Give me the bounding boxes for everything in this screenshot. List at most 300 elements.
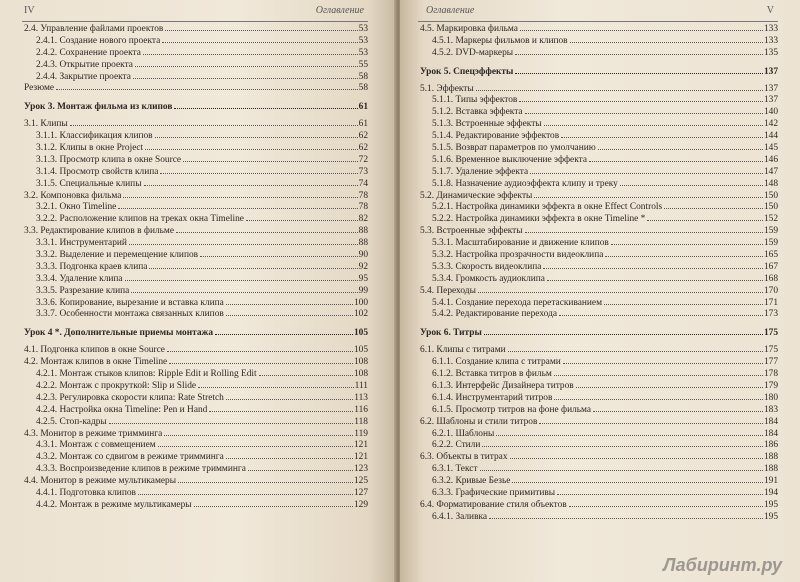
toc-entry bbox=[22, 298, 368, 310]
toc-entry bbox=[418, 262, 778, 274]
toc-entry-title: 6.3.1. Текст bbox=[432, 464, 478, 475]
left-toc-list bbox=[22, 24, 368, 512]
toc-entry-title: 3.1.4. Просмотр свойств клипа bbox=[36, 166, 159, 177]
toc-leader-dots bbox=[70, 125, 358, 126]
toc-leader-dots bbox=[174, 108, 357, 109]
toc-page-number: 116 bbox=[354, 404, 368, 415]
toc-page-number: 113 bbox=[354, 392, 368, 403]
toc-entry bbox=[418, 107, 778, 119]
toc-leader-dots bbox=[593, 411, 763, 412]
toc-leader-dots bbox=[543, 268, 763, 269]
left-running-title: Оглавление bbox=[315, 5, 364, 16]
toc-entry-title: Урок 4 *. Дополнительные приемы монтажа bbox=[24, 328, 214, 339]
toc-leader-dots bbox=[611, 244, 763, 245]
toc-entry-title: 4.2.1. Монтаж стыков клипов: Ripple Edit и Rolling Edit bbox=[36, 369, 257, 380]
toc-leader-dots bbox=[554, 375, 763, 376]
toc-page-number: 129 bbox=[353, 499, 368, 510]
toc-leader-dots bbox=[178, 482, 353, 483]
toc-entry bbox=[22, 167, 368, 179]
toc-page-number: 142 bbox=[763, 119, 778, 130]
toc-entry bbox=[418, 476, 778, 488]
toc-page-number: 133 bbox=[763, 35, 778, 46]
toc-leader-dots bbox=[183, 161, 358, 162]
toc-entry bbox=[418, 155, 778, 167]
toc-leader-dots bbox=[476, 90, 763, 91]
toc-entry bbox=[22, 202, 368, 214]
toc-page-number: 99 bbox=[358, 285, 368, 296]
toc-leader-dots bbox=[539, 423, 763, 424]
toc-entry-title: 3.1.2. Клипы в окне Project bbox=[36, 143, 144, 154]
toc-page-number: 148 bbox=[763, 178, 778, 189]
toc-page-number: 123 bbox=[353, 464, 368, 475]
toc-entry bbox=[418, 95, 778, 107]
toc-page-number: 53 bbox=[358, 47, 368, 58]
toc-leader-dots bbox=[605, 256, 763, 257]
toc-entry-title: 3.1.1. Классификация клипов bbox=[36, 131, 153, 142]
toc-leader-dots bbox=[561, 137, 763, 138]
toc-leader-dots bbox=[664, 208, 763, 209]
toc-leader-dots bbox=[484, 334, 763, 335]
toc-page-number: 170 bbox=[763, 285, 778, 296]
toc-entry bbox=[418, 202, 778, 214]
toc-entry bbox=[22, 393, 368, 405]
toc-entry bbox=[418, 357, 778, 369]
toc-leader-dots bbox=[144, 185, 358, 186]
toc-page-number: 165 bbox=[763, 250, 778, 261]
toc-entry-title: 5.1.4. Редактирование эффектов bbox=[432, 131, 560, 142]
toc-entry bbox=[22, 286, 368, 298]
toc-lesson-entry bbox=[418, 328, 778, 340]
toc-leader-dots bbox=[525, 113, 763, 114]
toc-page-number: 177 bbox=[763, 357, 778, 368]
toc-entry bbox=[418, 405, 778, 417]
toc-entry-title: 5.2.1. Настройка динамики эффекта в окне Effect Controls bbox=[432, 202, 663, 213]
toc-entry-title: 3.3.7. Особенности монтажа связанных клипов bbox=[36, 309, 224, 320]
toc-entry bbox=[22, 357, 368, 369]
toc-entry bbox=[418, 214, 778, 226]
toc-entry-title: 2.4.3. Открытие проекта bbox=[36, 59, 133, 70]
toc-entry-title: 5.1.3. Встроенные эффекты bbox=[432, 119, 542, 130]
toc-entry bbox=[22, 179, 368, 191]
toc-entry bbox=[418, 298, 778, 310]
toc-page-number: 137 bbox=[763, 95, 778, 106]
toc-page-number: 137 bbox=[763, 83, 778, 94]
toc-entry-title: 6.4. Форматирование стиля объектов bbox=[420, 499, 567, 510]
toc-entry bbox=[418, 464, 778, 476]
toc-entry bbox=[418, 381, 778, 393]
toc-leader-dots bbox=[246, 220, 358, 221]
toc-leader-dots bbox=[563, 363, 763, 364]
toc-entry bbox=[22, 83, 368, 95]
toc-entry-title: 2.4.2. Сохранение проекта bbox=[36, 47, 141, 58]
toc-entry-title: 5.1. Эффекты bbox=[420, 83, 474, 94]
toc-page-number: 173 bbox=[763, 309, 778, 320]
toc-leader-dots bbox=[129, 244, 358, 245]
toc-entry-title: 5.3. Встроенные эффекты bbox=[420, 226, 523, 237]
toc-entry bbox=[418, 393, 778, 405]
toc-entry-title: 5.1.6. Временное выключение эффекта bbox=[432, 154, 588, 165]
toc-page-number: 119 bbox=[354, 428, 368, 439]
toc-page-number: 150 bbox=[763, 190, 778, 201]
toc-leader-dots bbox=[515, 54, 763, 55]
toc-entry bbox=[418, 36, 778, 48]
left-header-rule bbox=[22, 21, 368, 22]
toc-leader-dots bbox=[133, 78, 358, 79]
toc-page-number: 137 bbox=[763, 66, 778, 77]
toc-entry bbox=[22, 464, 368, 476]
toc-leader-dots bbox=[123, 197, 357, 198]
toc-entry bbox=[418, 143, 778, 155]
toc-leader-dots bbox=[496, 435, 763, 436]
toc-page-number: 159 bbox=[763, 238, 778, 249]
left-running-head bbox=[22, 0, 368, 24]
toc-entry bbox=[22, 214, 368, 226]
toc-page-number: 55 bbox=[358, 59, 368, 70]
left-page-number: IV bbox=[24, 5, 35, 16]
toc-entry-title: 4.2.2. Монтаж с прокруткой: Slip и Slide bbox=[36, 380, 197, 391]
toc-entry-title: 4.2.5. Стоп-кадры bbox=[36, 416, 107, 427]
toc-entry bbox=[22, 369, 368, 381]
toc-entry bbox=[418, 179, 778, 191]
toc-leader-dots bbox=[56, 89, 358, 90]
toc-entry bbox=[418, 226, 778, 238]
toc-page-number: 105 bbox=[353, 328, 368, 339]
toc-page-number: 105 bbox=[353, 345, 368, 356]
toc-leader-dots bbox=[143, 54, 358, 55]
toc-leader-dots bbox=[482, 446, 763, 447]
toc-entry-title: 4.3.2. Монтаж со сдвигом в режиме тримминга bbox=[36, 452, 224, 463]
toc-entry bbox=[418, 191, 778, 203]
toc-entry bbox=[22, 345, 368, 357]
toc-entry-title: 3.3.1. Инструментарий bbox=[36, 238, 127, 249]
toc-page-number: 140 bbox=[763, 107, 778, 118]
toc-entry-title: Резюме bbox=[24, 83, 55, 94]
toc-entry bbox=[22, 440, 368, 452]
right-running-head bbox=[418, 0, 778, 24]
toc-leader-dots bbox=[145, 149, 357, 150]
toc-leader-dots bbox=[131, 292, 357, 293]
toc-entry bbox=[22, 143, 368, 155]
toc-entry-title: 6.2. Шаблоны и стили титров bbox=[420, 416, 538, 427]
toc-entry bbox=[418, 309, 778, 321]
toc-entry-title: 6.1.4. Инструментарий титров bbox=[432, 392, 553, 403]
toc-entry bbox=[418, 452, 778, 464]
toc-entry bbox=[22, 60, 368, 72]
toc-entry bbox=[22, 381, 368, 393]
toc-page-number: 186 bbox=[763, 440, 778, 451]
toc-entry-title: 3.3.6. Копирование, вырезание и вставка клипа bbox=[36, 297, 224, 308]
right-page-number: V bbox=[766, 5, 774, 16]
toc-page-number: 195 bbox=[763, 499, 778, 510]
toc-entry-title: 3.3.3. Подгонка краев клипа bbox=[36, 261, 148, 272]
toc-leader-dots bbox=[198, 387, 354, 388]
toc-leader-dots bbox=[176, 232, 358, 233]
toc-leader-dots bbox=[544, 125, 763, 126]
toc-entry bbox=[22, 238, 368, 250]
toc-leader-dots bbox=[604, 304, 763, 305]
toc-page-number: 118 bbox=[354, 416, 368, 427]
left-page bbox=[0, 0, 396, 582]
toc-leader-dots bbox=[480, 470, 763, 471]
toc-entry bbox=[22, 250, 368, 262]
toc-entry bbox=[418, 369, 778, 381]
toc-leader-dots bbox=[167, 351, 353, 352]
toc-entry-title: 5.1.5. Возврат параметров по умолчанию bbox=[432, 143, 596, 154]
right-toc-list bbox=[418, 24, 778, 524]
toc-page-number: 180 bbox=[763, 392, 778, 403]
toc-leader-dots bbox=[547, 280, 763, 281]
toc-page-number: 58 bbox=[358, 83, 368, 94]
toc-entry bbox=[22, 417, 368, 429]
toc-page-number: 53 bbox=[358, 24, 368, 34]
toc-page-number: 102 bbox=[353, 309, 368, 320]
toc-leader-dots bbox=[200, 256, 358, 257]
toc-leader-dots bbox=[138, 494, 353, 495]
toc-leader-dots bbox=[149, 268, 357, 269]
toc-entry-title: 5.2. Динамические эффекты bbox=[420, 190, 533, 201]
toc-entry-title: 2.4.4. Закрытие проекта bbox=[36, 71, 131, 82]
toc-leader-dots bbox=[478, 292, 763, 293]
toc-page-number: 90 bbox=[358, 250, 368, 261]
toc-leader-dots bbox=[226, 304, 353, 305]
toc-entry bbox=[22, 226, 368, 238]
toc-entry bbox=[418, 167, 778, 179]
toc-entry-title: 5.1.7. Удаление эффекта bbox=[432, 166, 529, 177]
watermark-logo: Лабиринт.ру bbox=[663, 555, 782, 575]
toc-entry bbox=[418, 24, 778, 36]
toc-leader-dots bbox=[510, 458, 763, 459]
toc-page-number: 88 bbox=[358, 226, 368, 237]
toc-entry-title: 4.2.4. Настройка окна Timeline: Pen и Hand bbox=[36, 404, 208, 415]
toc-entry bbox=[418, 440, 778, 452]
toc-page-number: 194 bbox=[763, 487, 778, 498]
toc-entry-title: 6.3. Объекты в титрах bbox=[420, 452, 508, 463]
toc-leader-dots bbox=[525, 232, 763, 233]
toc-entry bbox=[418, 417, 778, 429]
toc-page-number: 144 bbox=[763, 131, 778, 142]
toc-leader-dots bbox=[576, 387, 763, 388]
toc-page-number: 61 bbox=[358, 119, 368, 130]
toc-page-number: 171 bbox=[763, 297, 778, 308]
toc-entry bbox=[418, 238, 778, 250]
toc-entry bbox=[418, 48, 778, 60]
toc-entry-title: 3.2.2. Расположение клипов на треках окна Timeline bbox=[36, 214, 244, 225]
toc-entry-title: 6.1.3. Интерфейс Дизайнера титров bbox=[432, 380, 574, 391]
toc-page-number: 62 bbox=[358, 143, 368, 154]
toc-entry bbox=[418, 250, 778, 262]
toc-entry bbox=[22, 500, 368, 512]
toc-leader-dots bbox=[554, 399, 763, 400]
toc-page-number: 167 bbox=[763, 261, 778, 272]
toc-entry bbox=[418, 286, 778, 298]
toc-leader-dots bbox=[598, 149, 763, 150]
toc-page-number: 147 bbox=[763, 166, 778, 177]
toc-entry-title: 4.5.1. Маркеры фильмов и клипов bbox=[432, 35, 568, 46]
toc-page-number: 61 bbox=[358, 102, 368, 113]
toc-leader-dots bbox=[109, 423, 354, 424]
toc-entry bbox=[22, 405, 368, 417]
toc-page-number: 95 bbox=[358, 273, 368, 284]
toc-entry-title: 4.3. Монитор в режиме тримминга bbox=[24, 428, 163, 439]
toc-page-number: 159 bbox=[763, 226, 778, 237]
toc-entry-title: 3.2.1. Окно Timeline bbox=[36, 202, 117, 213]
toc-leader-dots bbox=[489, 518, 763, 519]
toc-entry bbox=[22, 191, 368, 203]
toc-leader-dots bbox=[226, 315, 353, 316]
toc-page-number: 78 bbox=[358, 202, 368, 213]
toc-entry-title: 5.2.2. Настройка динамики эффекта в окне Timeline * bbox=[432, 214, 646, 225]
toc-entry-title: 6.1.5. Просмотр титров на фоне фильма bbox=[432, 404, 592, 415]
toc-page-number: 184 bbox=[763, 428, 778, 439]
toc-page-number: 133 bbox=[763, 24, 778, 34]
toc-entry-title: 3.1.3. Просмотр клипа в окне Source bbox=[36, 154, 182, 165]
toc-leader-dots bbox=[557, 494, 763, 495]
toc-entry-title: 4.2.3. Регулировка скорости клипа: Rate Stretch bbox=[36, 392, 224, 403]
toc-entry-title: 3.3.5. Разрезание клипа bbox=[36, 285, 130, 296]
toc-lesson-entry bbox=[22, 328, 368, 340]
toc-entry bbox=[22, 24, 368, 36]
toc-entry-title: 5.4.2. Редактирование перехода bbox=[432, 309, 557, 320]
toc-entry-title: 6.1.2. Вставка титров в фильм bbox=[432, 369, 552, 380]
toc-page-number: 179 bbox=[763, 380, 778, 391]
toc-leader-dots bbox=[209, 411, 353, 412]
toc-page-number: 72 bbox=[358, 154, 368, 165]
toc-entry bbox=[22, 488, 368, 500]
toc-entry-title: 4.2. Монтаж клипов в окне Timeline bbox=[24, 357, 168, 368]
toc-page-number: 78 bbox=[358, 190, 368, 201]
toc-leader-dots bbox=[194, 506, 353, 507]
toc-entry-title: 5.3.1. Масштабирование и движение клипов bbox=[432, 238, 609, 249]
toc-page-number: 121 bbox=[353, 440, 368, 451]
toc-entry-title: Урок 5. Спецэффекты bbox=[420, 66, 514, 77]
toc-leader-dots bbox=[160, 173, 357, 174]
toc-lesson-entry bbox=[418, 67, 778, 79]
toc-entry bbox=[22, 131, 368, 143]
toc-entry-title: 4.4. Монитор в режиме мультикамеры bbox=[24, 476, 177, 487]
toc-page-number: 145 bbox=[763, 143, 778, 154]
toc-page-number: 58 bbox=[358, 71, 368, 82]
toc-entry-title: 3.3. Редактирование клипов в фильме bbox=[24, 226, 175, 237]
toc-entry bbox=[22, 72, 368, 84]
toc-entry-title: 5.1.8. Назначение аудиоэффекта клипу и треку bbox=[432, 178, 618, 189]
toc-entry-title: 5.3.3. Скорость видеоклипа bbox=[432, 261, 542, 272]
toc-entry bbox=[22, 155, 368, 167]
toc-entry-title: 5.4.1. Создание перехода перетаскиванием bbox=[432, 297, 603, 308]
toc-page-number: 125 bbox=[353, 476, 368, 487]
toc-entry-title: 6.3.3. Графические примитивы bbox=[432, 487, 556, 498]
toc-entry-title: 6.2.1. Шаблоны bbox=[432, 428, 495, 439]
toc-leader-dots bbox=[520, 30, 763, 31]
toc-page-number: 168 bbox=[763, 273, 778, 284]
toc-entry-title: 4.4.2. Монтаж в режиме мультикамеры bbox=[36, 499, 192, 510]
toc-leader-dots bbox=[519, 101, 763, 102]
right-running-title: Оглавление bbox=[426, 5, 475, 16]
toc-entry-title: 3.1.5. Специальные клипы bbox=[36, 178, 142, 189]
toc-page-number: 188 bbox=[763, 452, 778, 463]
toc-entry-title: 5.3.2. Настройка прозрачности видеоклипа bbox=[432, 250, 604, 261]
toc-page-number: 100 bbox=[353, 297, 368, 308]
toc-entry bbox=[418, 345, 778, 357]
toc-entry-title: 5.1.2. Вставка эффекта bbox=[432, 107, 523, 118]
toc-entry bbox=[22, 452, 368, 464]
toc-leader-dots bbox=[248, 470, 353, 471]
toc-page-number: 127 bbox=[353, 487, 368, 498]
toc-page-number: 73 bbox=[358, 166, 368, 177]
toc-leader-dots bbox=[125, 280, 358, 281]
toc-leader-dots bbox=[158, 446, 353, 447]
toc-page-number: 191 bbox=[763, 476, 778, 487]
toc-entry bbox=[418, 119, 778, 131]
toc-page-number: 152 bbox=[763, 214, 778, 225]
toc-page-number: 111 bbox=[354, 380, 368, 391]
toc-leader-dots bbox=[165, 30, 357, 31]
toc-entry-title: 3.2. Компоновка фильма bbox=[24, 190, 122, 201]
toc-page-number: 188 bbox=[763, 464, 778, 475]
toc-entry-title: 4.3.3. Воспроизведение клипов в режиме тримминга bbox=[36, 464, 246, 475]
toc-entry-title: 6.3.2. Кривые Безье bbox=[432, 476, 511, 487]
toc-leader-dots bbox=[569, 506, 763, 507]
toc-page-number: 178 bbox=[763, 369, 778, 380]
toc-entry-title: 4.5.2. DVD-маркеры bbox=[432, 47, 514, 58]
toc-entry-title: 2.4. Управление файлами проектов bbox=[24, 24, 164, 34]
toc-entry-title: 5.4. Переходы bbox=[420, 285, 476, 296]
toc-leader-dots bbox=[118, 208, 357, 209]
toc-leader-dots bbox=[512, 482, 763, 483]
toc-page-number: 195 bbox=[763, 511, 778, 522]
toc-entry bbox=[22, 309, 368, 321]
toc-entry-title: 3.3.4. Удаление клипа bbox=[36, 273, 123, 284]
toc-page-number: 62 bbox=[358, 131, 368, 142]
toc-leader-dots bbox=[534, 197, 763, 198]
toc-entry bbox=[22, 119, 368, 131]
toc-leader-dots bbox=[135, 66, 358, 67]
toc-entry bbox=[22, 429, 368, 441]
toc-entry-title: 3.1. Клипы bbox=[24, 119, 68, 130]
toc-leader-dots bbox=[508, 351, 763, 352]
toc-entry-title: 4.3.1. Монтаж с совмещением bbox=[36, 440, 156, 451]
toc-entry-title: 6.2.2. Стили bbox=[432, 440, 481, 451]
toc-entry bbox=[22, 36, 368, 48]
toc-page-number: 108 bbox=[353, 357, 368, 368]
toc-entry bbox=[418, 488, 778, 500]
toc-leader-dots bbox=[162, 42, 357, 43]
toc-leader-dots bbox=[570, 42, 763, 43]
toc-page-number: 135 bbox=[763, 47, 778, 58]
toc-entry bbox=[22, 48, 368, 60]
toc-entry bbox=[22, 274, 368, 286]
toc-entry-title: 2.4.1. Создание нового проекта bbox=[36, 35, 161, 46]
toc-leader-dots bbox=[215, 334, 353, 335]
toc-entry bbox=[418, 500, 778, 512]
toc-page-number: 121 bbox=[353, 452, 368, 463]
toc-page-number: 82 bbox=[358, 214, 368, 225]
toc-entry bbox=[418, 429, 778, 441]
toc-entry bbox=[418, 84, 778, 96]
toc-entry bbox=[418, 274, 778, 286]
toc-entry-title: 6.4.1. Заливка bbox=[432, 511, 488, 522]
toc-page-number: 74 bbox=[358, 178, 368, 189]
toc-entry bbox=[418, 131, 778, 143]
toc-page-number: 146 bbox=[763, 154, 778, 165]
toc-entry bbox=[418, 512, 778, 524]
toc-page-number: 108 bbox=[353, 369, 368, 380]
toc-entry-title: 6.1. Клипы с титрами bbox=[420, 345, 506, 356]
toc-page-number: 150 bbox=[763, 202, 778, 213]
toc-entry-title: 5.1.1. Типы эффектов bbox=[432, 95, 518, 106]
toc-entry bbox=[22, 476, 368, 488]
toc-leader-dots bbox=[647, 220, 763, 221]
toc-lesson-entry bbox=[22, 102, 368, 114]
